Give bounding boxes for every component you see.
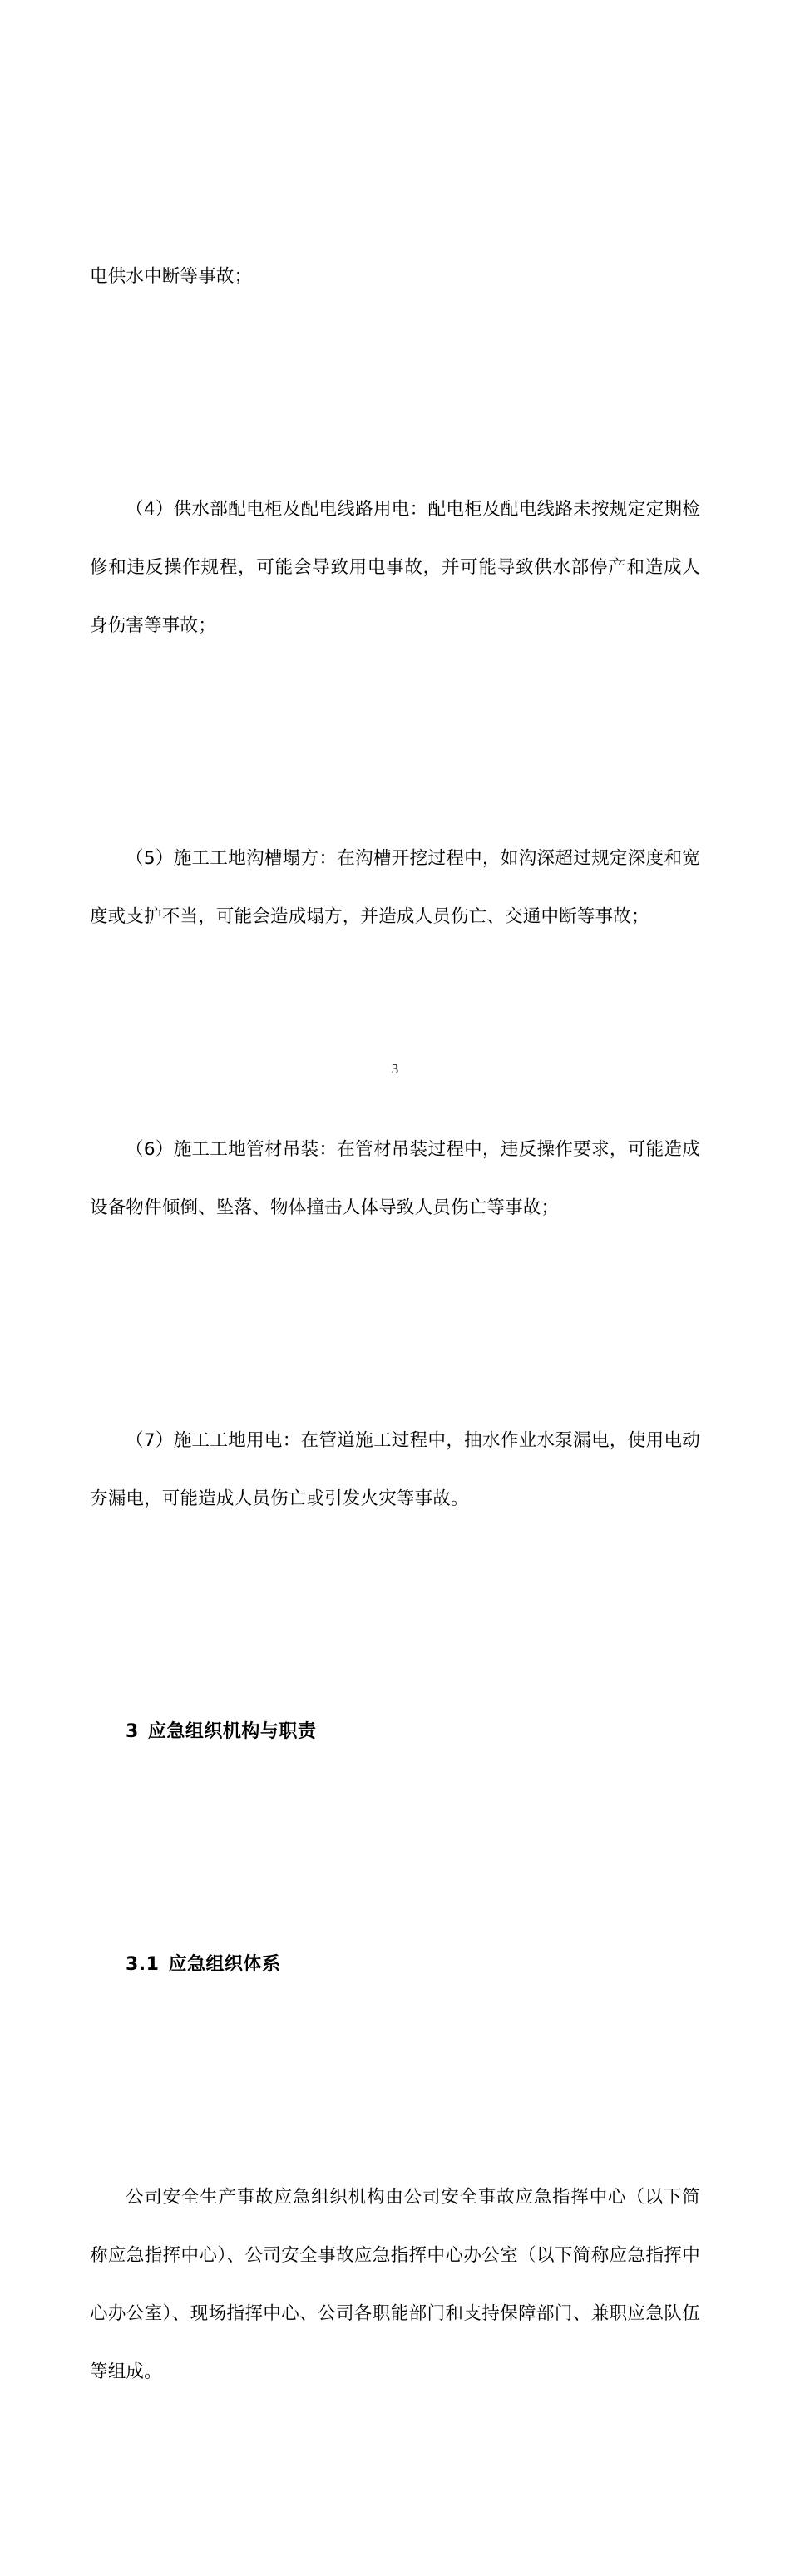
paragraph-item-6: （6）施工工地管材吊装：在管材吊装过程中，违反操作要求，可能造成设备物件倾倒、坠落、物体撞击人体导致人员伤亡等事故； (90, 1139, 700, 1218)
paragraph-item-7: （7）施工工地用电：在管道施工过程中，抽水作业水泵漏电，使用电动夯漏电，可能造成人员伤亡或引发火灾等事故。 (90, 1430, 700, 1509)
section-heading-3 (90, 1703, 700, 1761)
paragraph-continuation: 电供水中断等事故； (90, 266, 253, 287)
section-heading-3-title: 应急组织机构与职责 (147, 1721, 317, 1742)
section-heading-3-1-title: 应急组织体系 (168, 1954, 281, 1975)
section-heading-3-number: 3 (126, 1721, 139, 1742)
document-body (90, 73, 700, 2576)
section-heading-3-1-number: 3.1 (126, 1954, 160, 1975)
paragraph-item-5: （5）施工工地沟槽塌方：在沟槽开挖过程中，如沟深超过规定深度和宽度或支护不当，可能会造成塌方，并造成人员伤亡、交通中断等事故； (90, 848, 700, 927)
paragraph-organization: 公司安全生产事故应急组织机构由公司安全事故应急指挥中心（以下简称应急指挥中心）、公司安全事故应急指挥中心办公室（以下简称应急指挥中心办公室）、现场指挥中心、公司各职能部门和支持保障部门、兼职应急队伍等组成。 (90, 2187, 700, 2382)
paragraph-item-4: （4）供水部配电柜及配电线路用电：配电柜及配电线路未按规定定期检修和违反操作规程，可能会导致用电事故，并可能导致供水部停产和造成人身伤害等事故； (90, 499, 700, 636)
section-heading-3-1 (90, 1936, 700, 1994)
page-number: 3 (391, 1061, 399, 1077)
